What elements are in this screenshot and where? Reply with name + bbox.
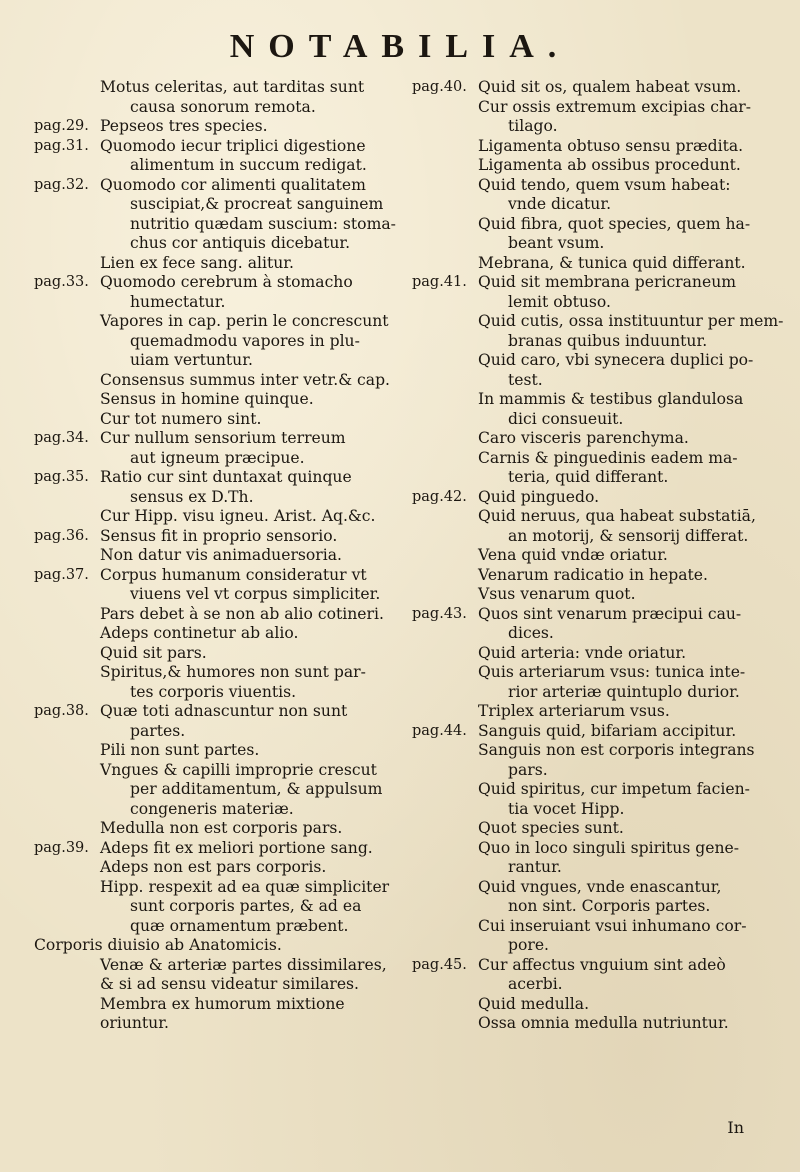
index-entry-line — [412, 741, 782, 761]
entry-text: Quid pinguedo. — [478, 487, 600, 506]
entry-text: Quid medulla. — [478, 994, 590, 1013]
entry-text: Quomodo cerebrum à stomacho — [100, 273, 353, 291]
index-entry-line — [412, 78, 782, 98]
entry-text: Cur nullum sensorium terreum — [100, 429, 346, 447]
index-entry-line — [34, 507, 400, 527]
entry-text: quemadmodu vapores in plu- — [130, 331, 360, 350]
entry-text: Cur Hipp. visu igneu. Arist. Aq.&c. — [100, 507, 376, 525]
index-entry-line — [34, 176, 400, 196]
index-entry-line — [34, 1014, 400, 1034]
entry-text: Hipp. respexit ad ea quæ simpliciter — [100, 877, 390, 896]
entry-text: oriuntur. — [100, 1014, 169, 1032]
entry-text: per additamentum, & appulsum — [130, 780, 383, 798]
index-entry-line — [34, 663, 400, 683]
page-reference: pag.44. — [412, 722, 467, 739]
entry-text: dici consueuit. — [508, 409, 624, 428]
index-entry-line — [34, 956, 400, 976]
entry-text: Adeps continetur ab alio. — [100, 624, 299, 642]
entry-text: Ligamenta ab ossibus procedunt. — [478, 156, 741, 174]
index-entry-line — [412, 156, 782, 176]
page-reference: pag.37. — [34, 566, 89, 583]
index-entry-line — [412, 390, 782, 410]
entry-text: Quis arteriarum vsus: tunica inte- — [478, 663, 746, 681]
page-reference: pag.42. — [412, 488, 467, 505]
entry-text: Motus celeritas, aut tarditas sunt — [100, 78, 365, 96]
entry-text: quæ ornamentum præbent. — [130, 916, 349, 935]
entry-text: acerbi. — [508, 975, 563, 993]
index-entry-line — [34, 936, 400, 956]
entry-text: Vena quid vndæ oriatur. — [478, 546, 668, 564]
index-entry-line — [412, 410, 782, 430]
entry-text: Ligamenta obtuso sensu prædita. — [478, 136, 744, 155]
entry-text: causa sonorum remota. — [130, 97, 316, 116]
entry-text: chus cor antiquis dicebatur. — [130, 234, 351, 252]
entry-text: Quid spiritus, cur impetum facien- — [478, 780, 750, 798]
index-entry-line — [34, 995, 400, 1015]
entry-text: branas quibus induuntur. — [508, 331, 708, 350]
entry-text: uiam vertuntur. — [130, 351, 253, 369]
entry-text: Sanguis quid, bifariam accipitur. — [478, 721, 737, 740]
entry-text: Quid vngues, vnde enascantur, — [478, 877, 722, 896]
page-reference: pag.36. — [34, 527, 89, 544]
entry-text: Quid cutis, ossa instituuntur per mem- — [478, 312, 784, 330]
page-header: NOTABILIA. — [229, 28, 571, 65]
entry-text: Sensus fit in proprio sensorio. — [100, 526, 338, 545]
entry-text: Corpus humanum consideratur vt — [100, 565, 367, 584]
index-entry-line — [412, 332, 782, 352]
entry-text: Quos sint venarum præcipui cau- — [478, 604, 742, 623]
entry-text: Venarum radicatio in hepate. — [478, 565, 708, 584]
index-entry-line — [412, 878, 782, 898]
index-entry-line — [34, 468, 400, 488]
index-entry-line — [412, 195, 782, 215]
entry-text: Pepseos tres species. — [100, 117, 268, 135]
entry-text: congeneris materiæ. — [130, 799, 294, 818]
index-entry-line — [412, 917, 782, 937]
index-entry-line — [34, 975, 400, 995]
entry-text: Sensus in homine quinque. — [100, 390, 314, 408]
entry-text: sensus ex D.Th. — [130, 487, 254, 506]
entry-text: In mammis & testibus glandulosa — [478, 390, 744, 408]
entry-text: & si ad sensu videatur similares. — [100, 975, 360, 993]
page-reference: pag.34. — [34, 430, 89, 446]
index-entry-line — [34, 780, 400, 800]
index-entry-line — [34, 566, 400, 586]
index-entry-line — [34, 741, 400, 761]
page-reference: pag.45. — [412, 956, 467, 973]
entry-text: tes corporis viuentis. — [130, 682, 297, 701]
entry-text: tia vocet Hipp. — [508, 799, 625, 818]
index-entry-line — [34, 371, 400, 391]
index-entry-line — [34, 605, 400, 625]
entry-text: Cui inseruiant vsui inhumano cor- — [478, 916, 747, 935]
index-entry-line — [412, 585, 782, 605]
entry-text: Consensus summus inter vetr.& cap. — [100, 370, 391, 389]
index-entry-line — [34, 390, 400, 410]
entry-text: beant vsum. — [508, 234, 605, 252]
index-entry-line — [34, 429, 400, 449]
index-entry-line — [34, 819, 400, 839]
entry-text: an motorij, & sensorij differat. — [508, 526, 749, 545]
index-entry-line — [412, 254, 782, 274]
entry-text: Mebrana, & tunica quid differant. — [478, 253, 746, 272]
entry-text: nutritio quædam suscium: stoma- — [130, 214, 396, 233]
page-reference: pag.41. — [412, 274, 467, 290]
index-entry-line — [412, 702, 782, 722]
index-entry-line — [412, 624, 782, 644]
index-entry-line — [34, 312, 400, 332]
index-column-left — [34, 78, 400, 1034]
index-entry-line — [412, 273, 782, 293]
page-reference: pag.43. — [412, 605, 467, 622]
index-entry-line — [412, 839, 782, 859]
index-entry-line — [412, 644, 782, 664]
entry-text: alimentum in succum redigat. — [130, 156, 367, 174]
entry-text: dices. — [508, 624, 554, 642]
index-entry-line — [412, 371, 782, 391]
index-entry-line — [412, 449, 782, 469]
index-entry-line — [34, 254, 400, 274]
entry-text: Quid caro, vbi synecera duplici po- — [478, 351, 754, 369]
index-entry-line — [412, 546, 782, 566]
index-entry-line — [34, 858, 400, 878]
index-entry-line — [34, 624, 400, 644]
index-entry-line — [34, 683, 400, 703]
index-entry-line — [412, 527, 782, 547]
entry-text: Vsus venarum quot. — [478, 585, 636, 603]
index-entry-line — [412, 819, 782, 839]
entry-text: rantur. — [508, 858, 562, 876]
index-entry-line — [34, 585, 400, 605]
index-entry-line — [34, 897, 400, 917]
index-entry-line — [412, 507, 782, 527]
entry-text: Membra ex humorum mixtione — [100, 994, 345, 1013]
entry-text: Quid arteria: vnde oriatur. — [478, 643, 687, 662]
index-entry-line — [34, 878, 400, 898]
index-entry-line — [34, 117, 400, 137]
page-reference: pag.38. — [34, 703, 89, 719]
entry-text: partes. — [130, 721, 186, 740]
entry-text: Quæ toti adnascuntur non sunt — [100, 702, 348, 720]
entry-text: Quid neruus, qua habeat substatiā, — [478, 507, 756, 525]
page-reference: pag.31. — [34, 137, 89, 154]
page-reference: pag.29. — [34, 118, 89, 134]
entry-text: Carnis & pinguedinis eadem ma- — [478, 448, 738, 467]
index-entry-line — [34, 332, 400, 352]
entry-text: Medulla non est corporis pars. — [100, 819, 343, 837]
entry-text: aut igneum præcipue. — [130, 448, 305, 467]
entry-text: teria, quid differant. — [508, 468, 669, 486]
index-entry-line — [34, 195, 400, 215]
index-entry-line — [34, 156, 400, 176]
entry-text: Caro visceris parenchyma. — [478, 429, 689, 447]
index-entry-line — [34, 98, 400, 118]
index-entry-line — [34, 800, 400, 820]
entry-text: test. — [508, 370, 543, 389]
entry-text: Quo in loco singuli spiritus gene- — [478, 838, 740, 857]
index-entry-line — [412, 975, 782, 995]
entry-text: Cur affectus vnguium sint adeò — [478, 955, 726, 974]
entry-text: Quid sit os, qualem habeat vsum. — [478, 78, 742, 96]
entry-text: Corporis diuisio ab Anatomicis. — [34, 936, 282, 954]
index-entry-line — [412, 663, 782, 683]
index-entry-line — [412, 683, 782, 703]
entry-text: lemit obtuso. — [508, 292, 611, 311]
index-entry-line — [412, 137, 782, 157]
index-entry-line — [412, 761, 782, 781]
entry-text: Vapores in cap. perin le concrescunt — [100, 312, 389, 330]
index-column-right — [412, 78, 782, 1034]
entry-text: Triplex arteriarum vsus. — [478, 702, 670, 720]
index-entry-line — [34, 293, 400, 313]
index-entry-line — [412, 995, 782, 1015]
index-entry-line — [412, 468, 782, 488]
entry-text: Adeps fit ex meliori portione sang. — [100, 838, 373, 857]
index-entry-line — [412, 897, 782, 917]
index-entry-line — [412, 780, 782, 800]
index-entry-line — [34, 78, 400, 98]
index-entry-line — [34, 351, 400, 371]
index-entry-line — [34, 761, 400, 781]
entry-text: sunt corporis partes, & ad ea — [130, 897, 362, 915]
index-entry-line — [412, 351, 782, 371]
catchword: In — [727, 1118, 744, 1137]
index-entry-line — [34, 527, 400, 547]
entry-text: Quid sit membrana pericraneum — [478, 273, 737, 291]
entry-text: Ratio cur sint duntaxat quinque — [100, 468, 352, 486]
entry-text: vnde dicatur. — [508, 195, 612, 213]
entry-text: Lien ex fece sang. alitur. — [100, 253, 294, 272]
index-entry-line — [34, 917, 400, 937]
entry-text: Spiritus,& humores non sunt par- — [100, 663, 366, 681]
index-entry-line — [34, 137, 400, 157]
entry-text: Venæ & arteriæ partes dissimilares, — [100, 955, 387, 974]
index-entry-line — [34, 234, 400, 254]
index-entry-line — [412, 605, 782, 625]
entry-text: Quid tendo, quem vsum habeat: — [478, 175, 731, 194]
index-entry-line — [34, 839, 400, 859]
entry-text: Adeps non est pars corporis. — [100, 858, 327, 876]
index-entry-line — [34, 273, 400, 293]
index-entry-line — [412, 722, 782, 742]
index-entry-line — [412, 176, 782, 196]
entry-text: tilago. — [508, 117, 558, 135]
entry-text: Vngues & capilli improprie crescut — [100, 760, 377, 779]
entry-text: Ossa omnia medulla nutriuntur. — [478, 1014, 729, 1032]
entry-text: pore. — [508, 936, 550, 954]
index-entry-line — [34, 702, 400, 722]
index-entry-line — [412, 800, 782, 820]
index-entry-line — [34, 644, 400, 664]
index-entry-line — [412, 234, 782, 254]
page-reference: pag.35. — [34, 469, 89, 485]
index-entry-line — [412, 98, 782, 118]
index-entry-line — [412, 117, 782, 137]
index-entry-line — [412, 936, 782, 956]
entry-text: non sint. Corporis partes. — [508, 897, 711, 915]
index-entry-line — [412, 429, 782, 449]
index-entry-line — [34, 722, 400, 742]
page-reference: pag.33. — [34, 274, 89, 290]
entry-text: Quot species sunt. — [478, 819, 624, 837]
entry-text: humectatur. — [130, 292, 226, 311]
index-entry-line — [412, 858, 782, 878]
entry-text: Quid fibra, quot species, quem ha- — [478, 214, 751, 233]
entry-text: pars. — [508, 760, 548, 779]
index-entry-line — [34, 410, 400, 430]
index-entry-line — [412, 1014, 782, 1034]
page-reference: pag.32. — [34, 176, 89, 193]
entry-text: Pili non sunt partes. — [100, 741, 260, 759]
entry-text: rior arteriæ quintuplo durior. — [508, 682, 740, 701]
index-entry-line — [34, 488, 400, 508]
entry-text: Quomodo iecur triplici digestione — [100, 136, 366, 155]
index-entry-line — [412, 566, 782, 586]
entry-text: Quomodo cor alimenti qualitatem — [100, 175, 366, 194]
index-entry-line — [412, 215, 782, 235]
page-reference: pag.40. — [412, 79, 467, 95]
entry-text: suscipiat,& procreat sanguinem — [130, 195, 384, 213]
entry-text: Cur ossis extremum excipias char- — [478, 97, 752, 116]
entry-text: Quid sit pars. — [100, 643, 207, 662]
entry-text: Cur tot numero sint. — [100, 409, 262, 428]
index-entry-line — [34, 449, 400, 469]
page-reference: pag.39. — [34, 839, 89, 856]
entry-text: Non datur vis animaduersoria. — [100, 546, 342, 564]
index-entry-line — [412, 488, 782, 508]
index-entry-line — [412, 956, 782, 976]
entry-text: viuens vel vt corpus simpliciter. — [130, 585, 381, 603]
index-entry-line — [34, 215, 400, 235]
entry-text: Sanguis non est corporis integrans — [478, 741, 755, 759]
entry-text: Pars debet à se non ab alio cotineri. — [100, 604, 384, 623]
index-entry-line — [412, 312, 782, 332]
index-entry-line — [34, 546, 400, 566]
index-entry-line — [412, 293, 782, 313]
